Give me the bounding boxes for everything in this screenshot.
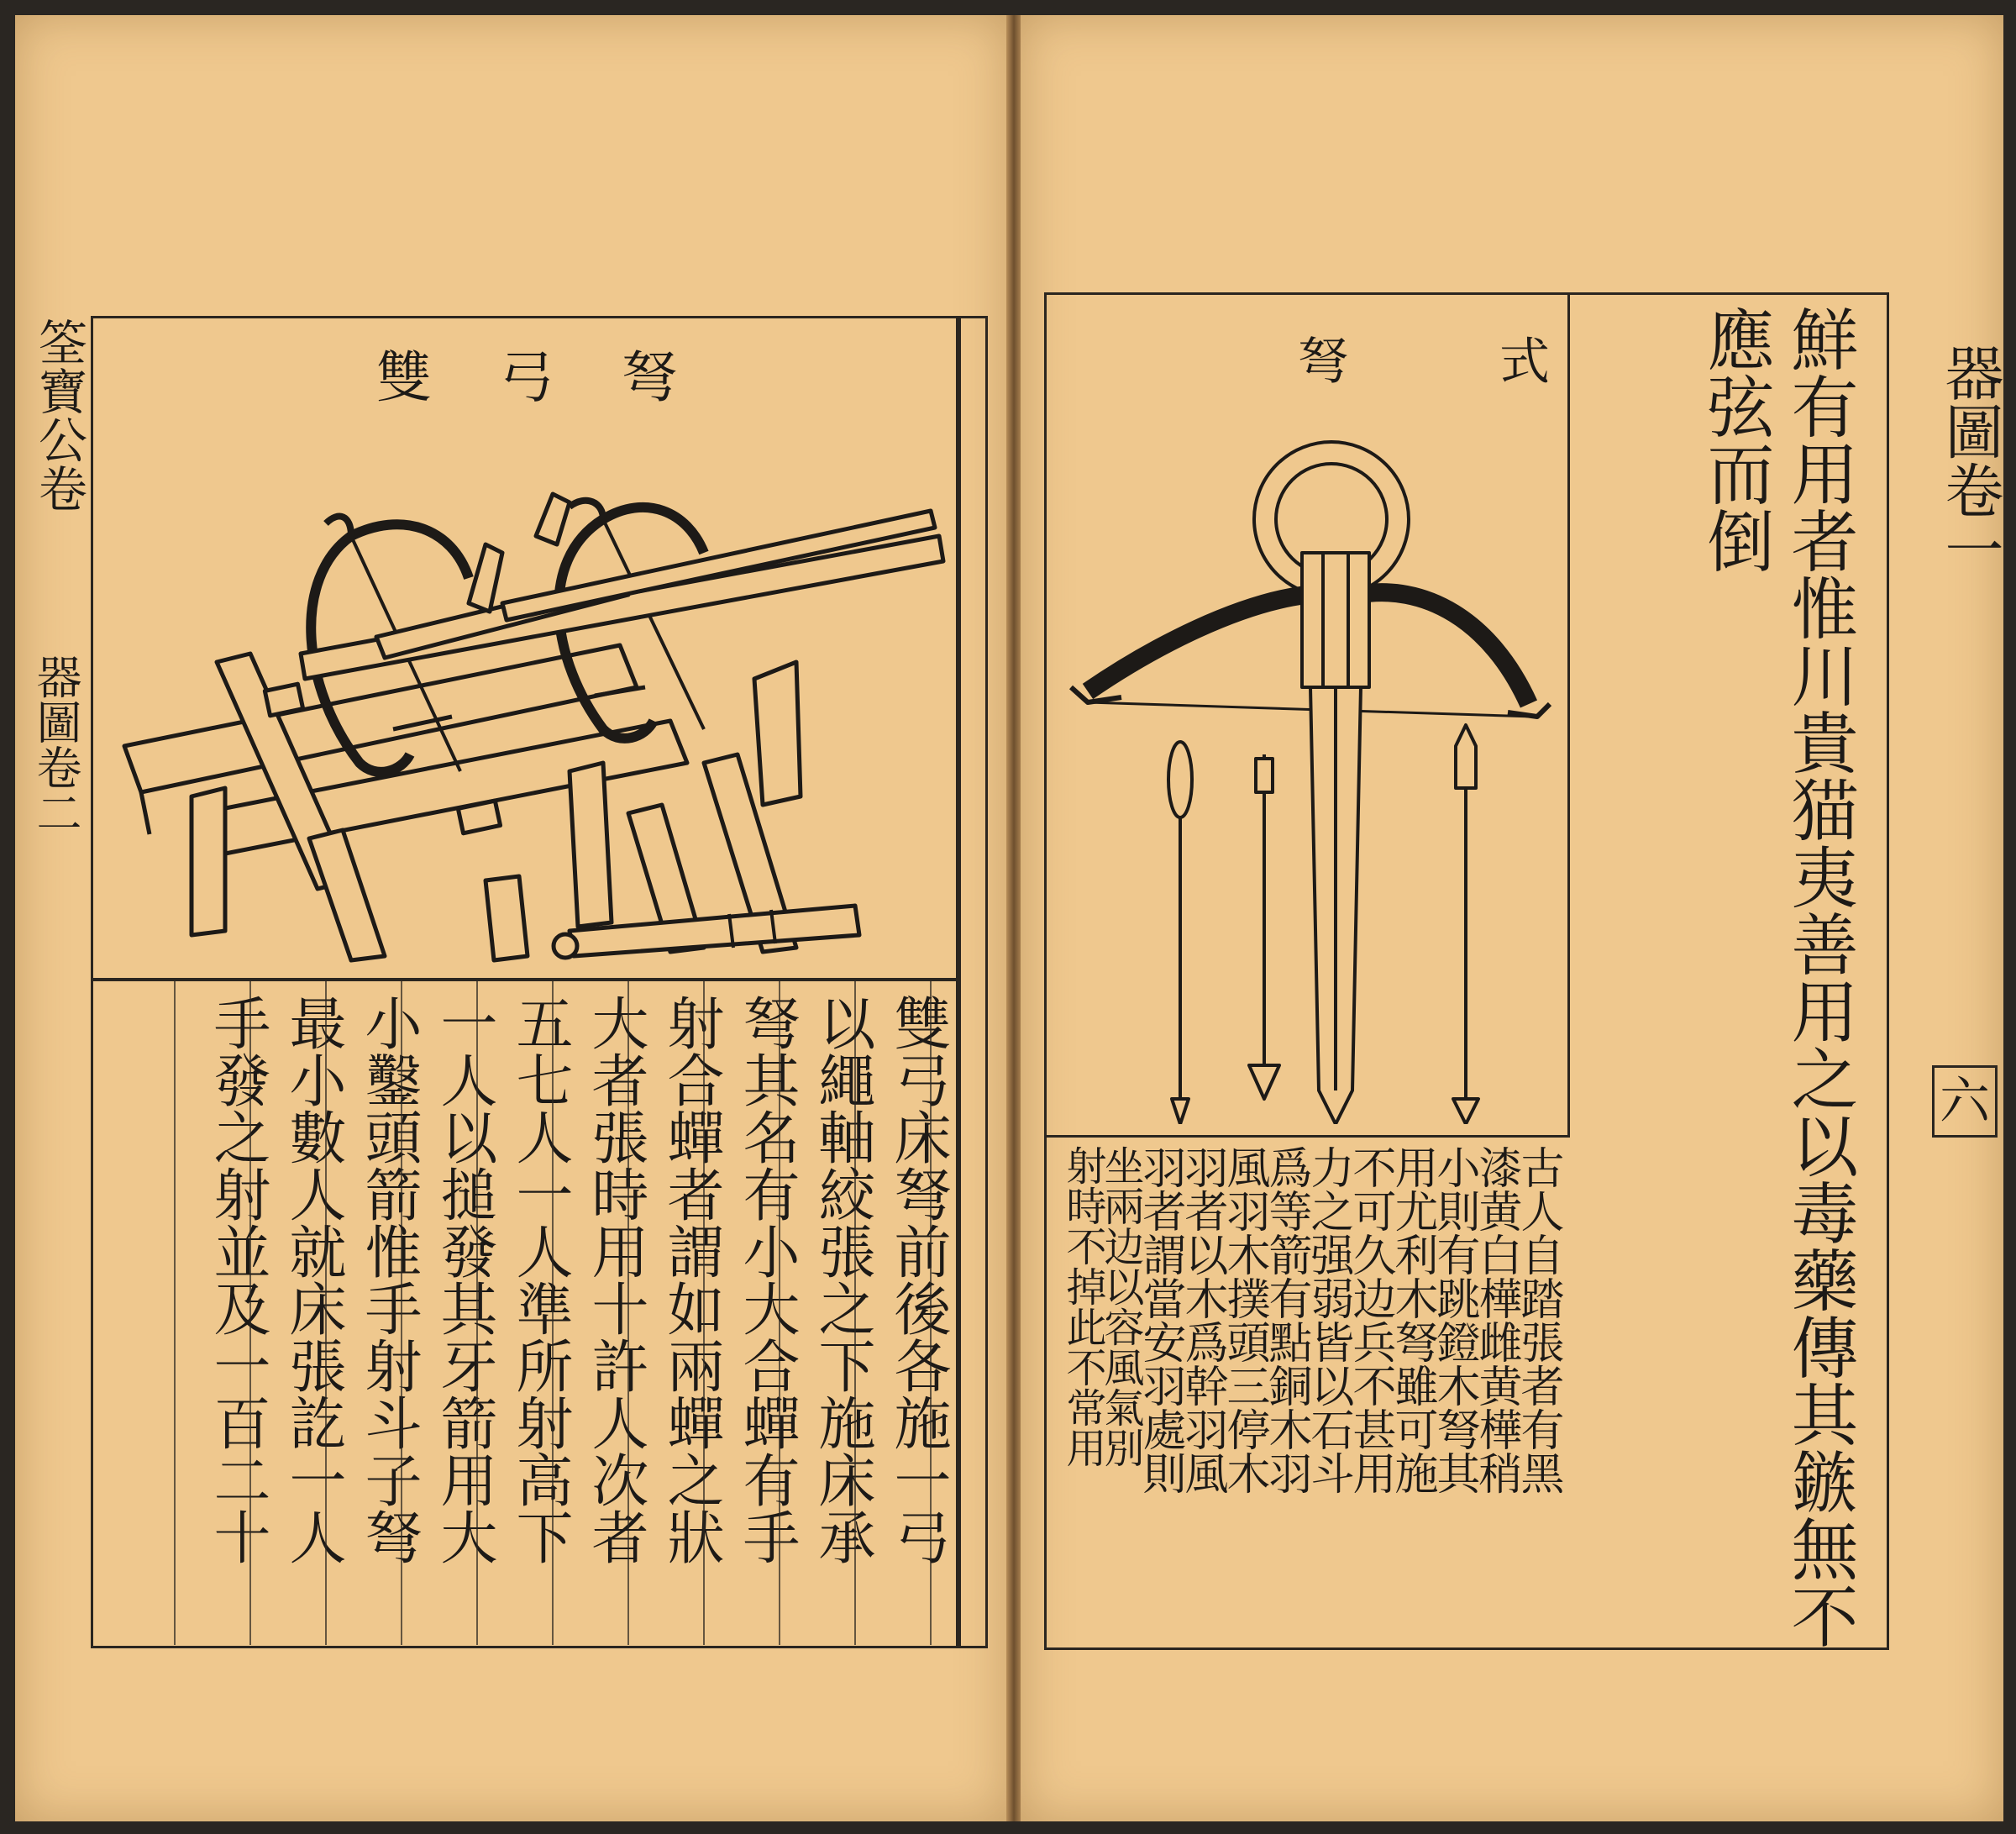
text-column-8: 小鑿頭箭惟手射斗子弩 xyxy=(355,994,422,1565)
left-margin-title: 筌寶公卷 xyxy=(30,318,87,512)
header-column-1: 鮮有用者惟川貴猫夷善用之以毒藥傳其鏃無不 xyxy=(1780,305,1858,1649)
note-column-10: 羽者謂當安羽處則 xyxy=(1135,1145,1185,1495)
note-column-4: 用尤利木弩雖可施 xyxy=(1387,1145,1437,1495)
note-column-6: 力之强弱皆以石斗 xyxy=(1303,1145,1353,1495)
right-margin-chapter: 器圖卷一 xyxy=(1935,343,2004,578)
note-column-5: 不可久边兵不甚用 xyxy=(1345,1145,1395,1495)
text-column-9: 最小數人就床張訖一人 xyxy=(280,994,346,1565)
note-column-1: 古人自踏張者有黑 xyxy=(1513,1145,1563,1495)
note-column-2: 漆黄白樺雌黄樺稍 xyxy=(1471,1145,1521,1495)
left-margin-chapter: 器圖卷二 xyxy=(29,654,82,835)
twin-bow-crossbow-illustration xyxy=(99,410,956,964)
note-column-12: 射時不掉此不常用 xyxy=(1059,1145,1106,1468)
text-column-3: 弩其名有小大合蟬有手 xyxy=(733,994,800,1565)
page-number: 六 xyxy=(1932,1065,1998,1138)
text-column-2: 以繩軸絞張之下施床承 xyxy=(809,994,875,1565)
text-column-4: 射合蟬者謂如兩蟬之狀 xyxy=(658,994,724,1565)
note-column-11: 坐兩边以容風氣別 xyxy=(1097,1145,1144,1468)
text-column-6: 五七人一人準所射高下 xyxy=(507,994,573,1565)
header-column-2: 應弦而倒 xyxy=(1696,305,1774,574)
right-page xyxy=(1021,15,2003,1821)
note-column-3: 小則有跳鐙木弩其 xyxy=(1429,1145,1479,1495)
note-column-9: 羽者以木爲幹羽風 xyxy=(1177,1145,1227,1495)
left-column-rules xyxy=(91,981,964,1645)
crossbow-illustration xyxy=(1054,435,1558,1124)
note-column-7: 爲等箭有點銅木羽 xyxy=(1261,1145,1311,1495)
text-column-10: 手發之射並及一百二十 xyxy=(204,994,270,1565)
illustration-title: 雙弓弩 xyxy=(376,345,744,410)
text-column-5: 大者張時用十許人次者 xyxy=(582,994,648,1565)
illustration-title-right: 弩式 xyxy=(1298,333,1701,391)
text-column-1: 雙弓床弩前後各施一弓 xyxy=(885,994,951,1565)
left-page xyxy=(15,15,1008,1821)
text-column-7: 一人以搥發其牙箭用大 xyxy=(431,994,497,1565)
note-column-8: 風羽木撲頭三停木 xyxy=(1219,1145,1269,1495)
